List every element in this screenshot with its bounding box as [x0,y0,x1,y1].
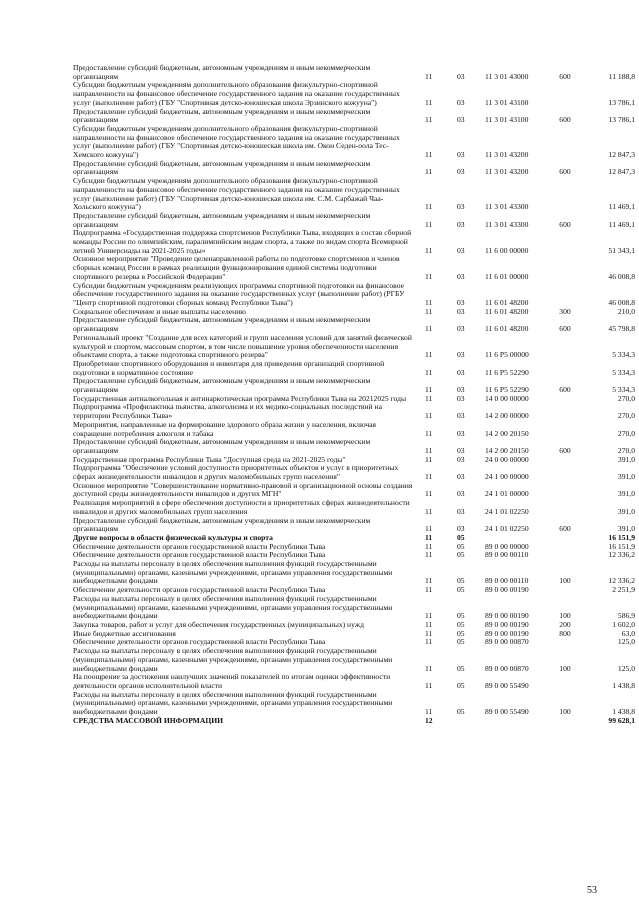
row-amount: 391,0 [617,506,635,516]
row-name: На поощрение за достижения наилучших значений показателей по итогам оценки эффективности деятельности органов исполнительной власти [73,672,391,690]
table-row [73,177,635,212]
row-expense-type [547,543,583,552]
row-expense-type [547,673,583,690]
row-subsection-code: 05 [457,532,465,542]
row-section-code: 11 [425,271,433,281]
row-amount: 391,0 [617,454,635,464]
row-expense-type [547,395,583,404]
row-target-code: 11 6 01 48200 [485,324,529,334]
table-row [73,517,635,534]
row-subsection-code: 03 [457,324,465,334]
row-target-code: 89 0 00 00190 [485,628,529,638]
table-row [73,360,635,377]
row-name: Основное мероприятие "Совершенствование нормативно-правовой и организационной основы создания доступной среды жизнедеятельности инвалидов и других МГН" [73,480,413,499]
row-expense-type [547,421,583,438]
table-row [73,316,635,333]
row-expense-type [547,551,583,560]
row-amount: 391,0 [617,489,635,499]
row-subsection-code: 05 [457,585,465,595]
row-name: СРЕДСТВА МАССОВОЙ ИНФОРМАЦИИ [73,715,224,725]
row-target-code: 11 6 00 00000 [485,245,529,255]
row-amount: 1 602,0 [612,620,635,629]
row-subsection-code: 03 [457,411,465,421]
row-subsection-code: 03 [457,297,465,307]
row-amount: 46 008,8 [608,297,635,307]
row-section-code: 11 [425,611,433,621]
row-target-code: 11 3 01 43300 [485,219,529,229]
row-section-code: 11 [425,445,433,455]
row-target-code: 11 6 P5 52290 [485,367,529,377]
table-row [73,160,635,177]
row-amount: 16 151,9 [608,541,635,551]
row-section-code: 11 [425,489,433,499]
row-subsection-code: 03 [457,306,465,316]
row-expense-type [547,334,583,360]
row-subsection-code: 03 [457,219,465,229]
row-subsection-code: 05 [457,663,465,673]
row-name: Подпрограмма «Государственная поддержка спортсменов Республики Тыва, входящих в состав сборной команды России по олимпийским, паралимпийским видам спорта, а также по видам спорта Всемирной летней Универсиады на 2021-2025 годы» [73,228,412,255]
row-subsection-code: 03 [457,489,465,499]
row-name: Приобретение спортивного оборудования и инвентаря для приведения организаций спортивной подготовки в нормативное состояние [73,358,385,377]
row-subsection-code: 05 [457,541,465,551]
row-section-code: 11 [425,707,433,717]
table-row [73,482,635,499]
row-subsection-code: 05 [457,611,465,621]
row-target-code: 89 0 00 55490 [485,707,529,717]
row-target-code: 89 0 00 00110 [485,576,529,586]
row-amount: 12 847,3 [608,150,635,160]
row-expense-type [547,81,583,107]
row-expense-type [547,229,583,255]
table-row [73,282,635,308]
table-row [73,108,635,125]
row-name: Предоставление субсидий бюджетным, автономным учреждениям и иным некоммерческим организациям [73,437,371,455]
row-amount: 5 334,3 [612,385,635,395]
row-target-code: 89 0 00 00870 [485,637,529,647]
row-subsection-code: 03 [457,202,465,212]
row-section-code: 11 [425,524,433,534]
row-section-code: 11 [425,454,433,464]
row-subsection-code: 05 [457,637,465,647]
table-row [73,691,635,717]
row-section-code: 11 [425,472,433,482]
row-section-code: 11 [425,324,433,334]
row-expense-type [547,125,583,160]
row-name: Расходы на выплаты персоналу в целях обеспечения выполнения функций государственными (муниципальными) органами, казенными учреждениями, органами управления государственными внебюджетными фондами [73,689,393,717]
table-row [73,717,635,726]
row-expense-type: 600 [559,385,571,395]
row-expense-type: 100 [559,707,571,717]
row-name: Расходы на выплаты персоналу в целях обеспечения выполнения функций государственными (муниципальными) органами, казенными учреждениями, органами управления государственными внебюджетными фондами [73,593,393,621]
table-row [73,403,635,420]
row-amount: 99 628,1 [608,715,635,725]
row-subsection-code: 03 [457,245,465,255]
row-subsection-code: 05 [457,550,465,560]
row-expense-type: 100 [559,663,571,673]
row-amount: 2 251,9 [612,585,635,595]
table-row [73,464,635,481]
row-section-code: 11 [425,532,433,542]
row-target-code: 11 3 01 43100 [485,115,529,125]
row-subsection-code: 03 [457,167,465,177]
row-amount: 11 469,1 [608,219,635,229]
row-name: Обеспечение деятельности органов государственной власти Республики Тыва [73,541,326,551]
row-section-code: 11 [425,680,433,690]
row-section-code: 11 [425,219,433,229]
row-name: Субсидии бюджетным учреждениям дополнительного образования физкультурно-спортивной направленности на финансовое обеспечение государственного задания на оказание государственных услуг (выполнение работ) (ГБУ "Спортивная детско-юношеская школа Эрзинского кожууна") [73,80,400,107]
row-target-code: 11 6 01 48200 [485,297,529,307]
table-row [73,421,635,438]
row-name: Основное мероприятие "Проведение целенаправленной работы по подготовке спортсменов и членов сборных команд России в рамках реализации функционирования единой системы подготовки спортивного резерва в Российской Федерации" [73,254,400,281]
row-name: Закупка товаров, работ и услуг для обеспечения государственных (муниципальных) нужд [73,620,364,629]
row-amount: 1 438,8 [612,680,635,690]
row-name: Региональный проект "Создание для всех категорий и групп населения условий для занятий физической культурой и спортом, массовым спортом, в том числе повышение уровня обеспеченности населения объектами спорта, а также подготовка спортивного резерва" [73,332,412,360]
row-name: Предоставление субсидий бюджетным, автономным учреждениям и иным некоммерческим организациям [73,515,371,534]
row-subsection-code: 03 [457,445,465,455]
row-section-code: 11 [425,367,433,377]
row-name: Государственная антиалкогольная и антинаркотическая программа Республики Тыва на 20212025 годы [73,393,407,403]
row-target-code: 11 6 P5 52290 [485,385,529,395]
row-target-code: 14 0 00 00000 [485,393,529,403]
row-amount: 270,0 [617,411,635,421]
row-target-code: 89 0 00 00870 [485,663,529,673]
row-target-code: 89 0 00 00190 [485,620,529,629]
row-name: Мероприятия, направленные на формирование здорового образа жизни у населения, включая сокращение потребления алкоголя и табака [73,419,377,438]
row-amount: 13 786,1 [608,97,635,107]
row-subsection-code: 03 [457,115,465,125]
table-row [73,595,635,621]
row-subsection-code: 03 [457,393,465,403]
row-name: Субсидии бюджетным учреждениям реализующих программы спортивной подготовки на финансовое обеспечение государственного задания на оказание государственных услуг (выполнение работ) (РГБУ "Центр спортивной подготовки сборных команд Республики Тыва") [73,280,405,307]
table-row [73,438,635,455]
row-expense-type: 600 [559,167,571,177]
row-amount: 12 847,3 [608,167,635,177]
row-expense-type [547,360,583,377]
budget-table [73,64,635,725]
row-expense-type: 600 [559,324,571,334]
row-target-code: 89 0 00 00190 [485,611,529,621]
row-amount: 391,0 [617,524,635,534]
row-section-code: 11 [425,576,433,586]
row-target-code: 14 2 00 00000 [485,411,529,421]
row-section-code: 11 [425,297,433,307]
row-section-code: 11 [425,202,433,212]
row-target-code: 89 0 00 00190 [485,585,529,595]
row-name: Расходы на выплаты персоналу в целях обеспечения выполнения функций государственными (муниципальными) органами, казенными учреждениями, органами управления государственными внебюджетными фондами [73,559,393,586]
row-name: Подпрограмма "Обеспечение условий доступности приоритетных объектов и услуг в приоритетных сферах жизнедеятельности инвалидов и других маломобильных групп населения" [73,463,399,482]
row-subsection-code: 05 [457,680,465,690]
row-subsection-code: 05 [457,620,465,629]
table-row [73,560,635,586]
row-amount: 586,9 [617,611,635,621]
row-name: Предоставление субсидий бюджетным, автономным учреждениям и иным некоммерческим организациям [73,315,371,334]
table-row [73,212,635,229]
row-expense-type: 600 [559,445,571,455]
row-expense-type [547,534,583,543]
row-subsection-code: 03 [457,71,465,81]
row-amount: 270,0 [617,445,635,455]
row-expense-type [547,456,583,465]
row-amount: 391,0 [617,472,635,482]
row-name: Предоставление субсидий бюджетным, автономным учреждениям и иным некоммерческим организациям [73,106,371,125]
row-section-code: 11 [425,628,433,638]
row-amount: 12 336,2 [608,550,635,560]
table-row [73,673,635,690]
row-subsection-code: 03 [457,150,465,160]
table-row [73,229,635,255]
row-target-code: 89 0 00 00000 [485,541,529,551]
row-amount: 45 798,8 [608,324,635,334]
row-section-code: 11 [425,663,433,673]
row-name: Обеспечение деятельности органов государственной власти Республики Тыва [73,550,326,560]
row-section-code: 11 [425,620,433,629]
row-subsection-code [452,717,483,726]
row-amount: 5 334,3 [612,367,635,377]
row-expense-type [547,586,583,595]
row-section-code: 11 [425,150,433,160]
row-subsection-code: 03 [457,97,465,107]
row-section-code: 11 [425,71,433,81]
row-expense-type [547,482,583,499]
row-expense-type: 600 [559,71,571,81]
row-expense-type: 800 [559,628,571,638]
table-row [73,64,635,81]
row-target-code: 11 3 01 43300 [485,202,529,212]
row-target-code: 24 1 00 00000 [485,472,529,482]
row-subsection-code: 03 [457,385,465,395]
row-section-code: 11 [425,167,433,177]
row-subsection-code: 03 [457,367,465,377]
table-row [73,499,635,516]
row-expense-type [547,464,583,481]
row-expense-type [547,717,583,726]
row-amount: 1 438,8 [612,707,635,717]
row-name: Предоставление субсидий бюджетным, автономным учреждениям и иным некоммерческим организациям [73,158,371,177]
row-target-code: 24 1 01 02250 [485,506,529,516]
row-expense-type [547,255,583,281]
row-amount: 11 188,8 [608,71,635,81]
row-section-code: 11 [425,393,433,403]
row-expense-type: 600 [559,219,571,229]
row-target-code: 24 0 00 00000 [485,454,529,464]
row-amount: 12 336,2 [608,576,635,586]
row-expense-type: 600 [559,524,571,534]
row-section-code: 11 [425,245,433,255]
row-expense-type: 600 [559,115,571,125]
row-subsection-code: 03 [457,506,465,516]
row-name: Предоставление субсидий бюджетным, автономным учреждениям и иным некоммерческим организациям [73,376,371,395]
row-target-code: 11 3 01 43200 [485,167,529,177]
row-expense-type [547,177,583,212]
row-expense-type [547,403,583,420]
row-name: Другие вопросы в области физической культуры и спорта [73,532,273,542]
row-name: Социальное обеспечение и иные выплаты населению [73,306,246,316]
row-target-code: 11 6 01 00000 [485,271,529,281]
row-section-code: 11 [425,637,433,647]
row-amount: 270,0 [617,428,635,438]
row-section-code: 11 [425,411,433,421]
row-target-code: 24 1 01 00000 [485,489,529,499]
row-expense-type [547,499,583,516]
row-section-code: 11 [425,385,433,395]
row-expense-type: 100 [559,576,571,586]
row-expense-type: 100 [559,611,571,621]
row-section-code: 11 [425,585,433,595]
row-section-code: 11 [425,115,433,125]
row-section-code: 11 [425,350,433,360]
table-row [73,334,635,360]
row-subsection-code: 03 [457,271,465,281]
row-amount: 125,0 [617,637,635,647]
row-section-code: 11 [425,428,433,438]
row-target-code: 24 1 01 02250 [485,524,529,534]
row-expense-type [547,282,583,308]
row-name: Реализация мероприятий в сфере обеспечения доступности в приоритетных сферах жизнедеятельности инвалидов и других маломобильных групп населения [73,498,410,516]
row-target-code: 11 6 01 48200 [485,306,529,316]
table-row [73,377,635,394]
row-subsection-code: 03 [457,454,465,464]
row-expense-type: 300 [559,306,571,316]
row-section-code: 11 [425,306,433,316]
row-name: Расходы на выплаты персоналу в целях обеспечения выполнения функций государственными (муниципальными) органами, казенными учреждениями, органами управления государственными внебюджетными фондами [73,646,393,673]
row-section-code: 11 [425,550,433,560]
row-amount: 5 334,3 [612,350,635,360]
row-expense-type: 200 [559,620,571,629]
row-name: Подпрограмма «Профилактика пьянства, алкоголизма и их медико-социальных последствий на территории Республики Тыва» [73,402,382,421]
row-subsection-code: 03 [457,428,465,438]
row-name: Субсидии бюджетным учреждениям дополнительного образования физкультурно-спортивной направленности на финансовое обеспечение государственного задания на оказание государственных услуг (выполнение работ) (ГБУ "Спортивная детско-юношеская школа им. Окон Седен-оола Тес-Хемского кожууна") [73,123,400,160]
row-target-code: 14 2 00 20150 [485,445,529,455]
row-subsection-code: 03 [457,524,465,534]
page-number: 53 [587,885,597,896]
row-amount: 16 151,9 [608,532,635,542]
row-amount: 11 469,1 [608,202,635,212]
table-row [73,125,635,160]
row-name: Предоставление субсидий бюджетным, автономным учреждениям и иным некоммерческим организациям [73,210,371,229]
row-target-code: 11 6 P5 00000 [485,350,529,360]
row-section-code: 11 [425,506,433,516]
table-row [73,647,635,673]
row-name: Иные бюджетные ассигнования [73,628,176,638]
row-amount: 270,0 [617,393,635,403]
budget-table-body [73,64,635,725]
row-section-code: 12 [425,715,433,725]
table-row [73,81,635,107]
row-subsection-code: 05 [457,707,465,717]
row-amount: 51 343,1 [608,245,635,255]
row-target-code: 14 2 00 20150 [485,428,529,438]
row-section-code: 11 [425,97,433,107]
row-target-code: 11 3 01 43000 [485,71,529,81]
row-name: Субсидии бюджетным учреждениям дополнительного образования физкультурно-спортивной направленности на финансовое обеспечение государственного задания на оказание государственных услуг (выполнение работ) (ГБУ "Спортивная детско-юношеская школа им. С.М. Сарбажай Чаа-Хольского кожууна") [73,176,400,212]
row-target-code: 11 3 01 43100 [485,97,529,107]
row-amount: 125,0 [617,663,635,673]
row-section-code: 11 [425,541,433,551]
row-amount: 210,0 [617,306,635,316]
row-target-code: 89 0 00 55490 [485,680,529,690]
row-subsection-code: 03 [457,350,465,360]
row-name: Предоставление субсидий бюджетным, автономным учреждениям и иным некоммерческим организациям [73,63,371,81]
row-subsection-code: 05 [457,576,465,586]
row-amount: 13 786,1 [608,115,635,125]
row-name: Обеспечение деятельности органов государственной власти Республики Тыва [73,585,326,595]
row-target-code: 11 3 01 43200 [485,150,529,160]
row-amount: 46 008,8 [608,271,635,281]
row-subsection-code: 03 [457,472,465,482]
table-row [73,255,635,281]
row-expense-type [547,638,583,647]
row-subsection-code: 05 [457,628,465,638]
row-name: Обеспечение деятельности органов государственной власти Республики Тыва [73,637,326,647]
row-amount: 63,0 [621,628,635,638]
row-target-code [483,717,547,726]
row-target-code: 89 0 00 00110 [485,550,529,560]
row-name: Государственная программа Республики Тыва "Доступная среда на 2021-2025 годы" [73,454,346,464]
